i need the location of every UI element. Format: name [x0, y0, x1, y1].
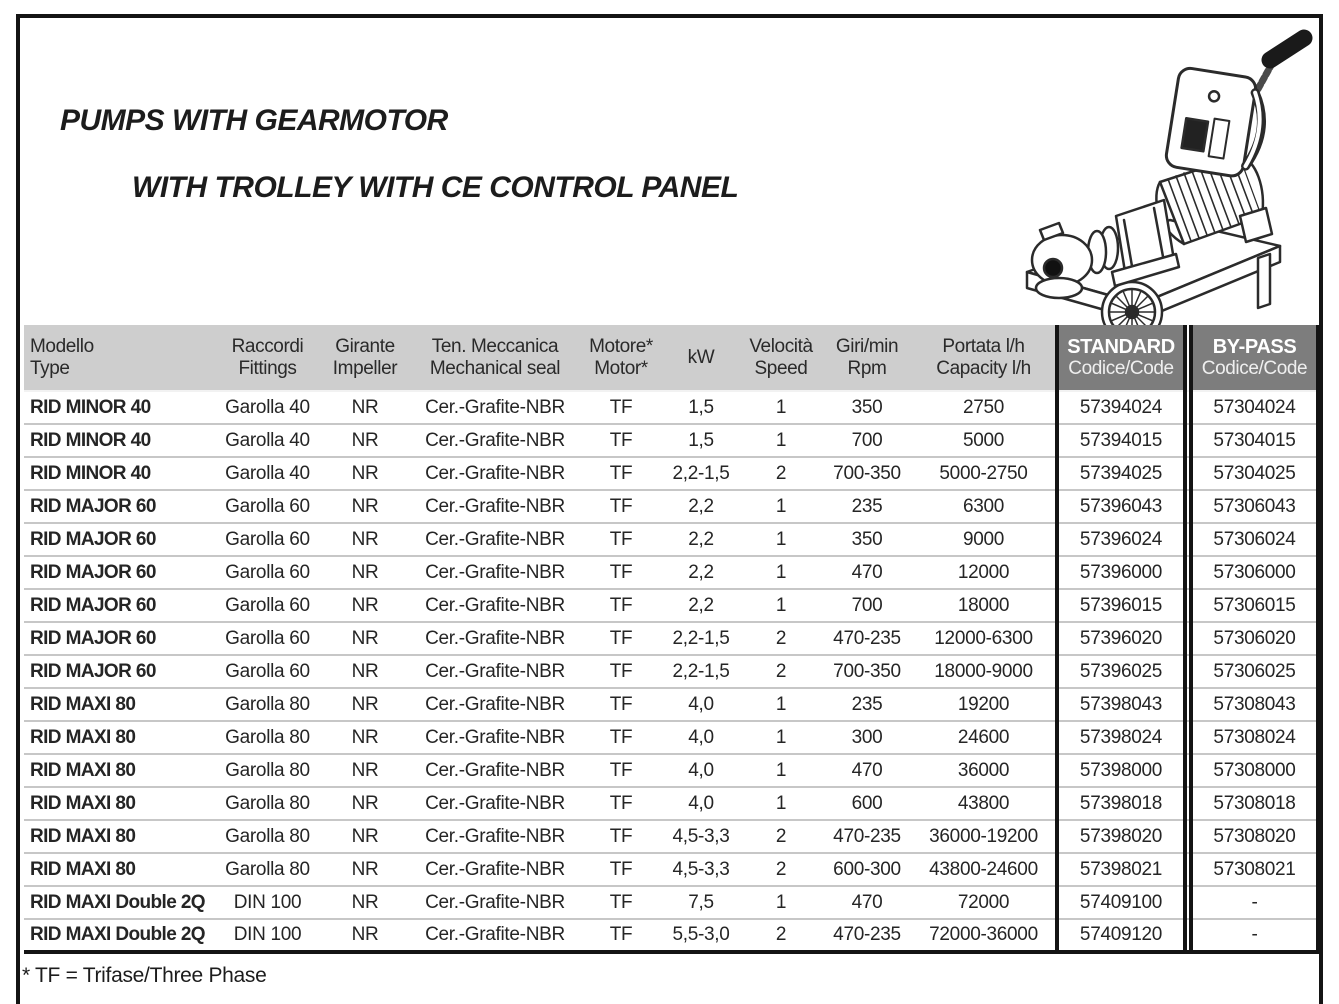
cell-motor: TF	[580, 424, 662, 457]
table-row	[24, 424, 1318, 457]
pump-head	[1032, 223, 1092, 298]
cell-bypass-code: -	[1191, 919, 1318, 952]
cell-bypass-code: 57304015	[1191, 424, 1318, 457]
cell-mechanical-seal: Cer.-Grafite-NBR	[410, 589, 580, 622]
cell-mechanical-seal: Cer.-Grafite-NBR	[410, 622, 580, 655]
cell-bypass-code: 57306024	[1191, 523, 1318, 556]
cell-mechanical-seal: Cer.-Grafite-NBR	[410, 820, 580, 853]
cell-model: RID MAJOR 60	[24, 589, 215, 622]
cell-fittings: Garolla 80	[215, 754, 320, 787]
cell-rpm: 700-350	[822, 655, 912, 688]
cell-model: RID MAJOR 60	[24, 490, 215, 523]
cell-rpm: 470-235	[822, 820, 912, 853]
cell-model: RID MAJOR 60	[24, 523, 215, 556]
cell-bypass-code: 57304024	[1191, 391, 1318, 424]
col-header-impeller: Girante Impeller	[320, 325, 410, 391]
table-body	[24, 391, 1318, 952]
cell-impeller: NR	[320, 655, 410, 688]
cell-mechanical-seal: Cer.-Grafite-NBR	[410, 754, 580, 787]
cell-fittings: Garolla 80	[215, 688, 320, 721]
table-row	[24, 919, 1318, 952]
cell-speed: 1	[740, 490, 822, 523]
cell-motor: TF	[580, 391, 662, 424]
cell-speed: 2	[740, 853, 822, 886]
cell-bypass-code: -	[1191, 886, 1318, 919]
cell-standard-code: 57409120	[1057, 919, 1185, 952]
cell-rpm: 350	[822, 523, 912, 556]
cell-standard-code: 57396025	[1057, 655, 1185, 688]
cell-standard-code: 57398024	[1057, 721, 1185, 754]
cell-rpm: 700	[822, 424, 912, 457]
cell-capacity: 9000	[912, 523, 1057, 556]
cell-capacity: 43800	[912, 787, 1057, 820]
pump-spec-table	[24, 325, 1320, 954]
handle-grip	[1270, 38, 1304, 60]
cell-impeller: NR	[320, 556, 410, 589]
cell-impeller: NR	[320, 457, 410, 490]
cell-fittings: Garolla 60	[215, 490, 320, 523]
cell-motor: TF	[580, 457, 662, 490]
cell-capacity: 36000	[912, 754, 1057, 787]
cell-mechanical-seal: Cer.-Grafite-NBR	[410, 391, 580, 424]
cell-capacity: 6300	[912, 490, 1057, 523]
cell-impeller: NR	[320, 919, 410, 952]
col-header-model: Modello Type	[24, 325, 215, 391]
cell-impeller: NR	[320, 754, 410, 787]
cell-rpm: 470-235	[822, 919, 912, 952]
cell-motor: TF	[580, 787, 662, 820]
cell-impeller: NR	[320, 688, 410, 721]
col-header-motor: Motore* Motor*	[580, 325, 662, 391]
cell-speed: 1	[740, 787, 822, 820]
trolley-leg	[1258, 254, 1270, 308]
cell-motor: TF	[580, 622, 662, 655]
col-header-bypass-code: BY-PASS Codice/Code	[1191, 325, 1318, 391]
cell-speed: 1	[740, 754, 822, 787]
cell-impeller: NR	[320, 424, 410, 457]
cell-kw: 4,0	[662, 787, 740, 820]
cell-rpm: 600-300	[822, 853, 912, 886]
cell-rpm: 700-350	[822, 457, 912, 490]
cell-kw: 2,2	[662, 589, 740, 622]
cell-fittings: Garolla 60	[215, 556, 320, 589]
cell-fittings: Garolla 40	[215, 457, 320, 490]
cell-fittings: Garolla 40	[215, 424, 320, 457]
col-header-standard-code: STANDARD Codice/Code	[1057, 325, 1185, 391]
cell-standard-code: 57398020	[1057, 820, 1185, 853]
cell-speed: 1	[740, 688, 822, 721]
cell-kw: 4,0	[662, 754, 740, 787]
cell-capacity: 19200	[912, 688, 1057, 721]
cell-model: RID MAXI 80	[24, 754, 215, 787]
cell-motor: TF	[580, 853, 662, 886]
cell-mechanical-seal: Cer.-Grafite-NBR	[410, 457, 580, 490]
cell-speed: 2	[740, 457, 822, 490]
cell-rpm: 470-235	[822, 622, 912, 655]
cell-speed: 2	[740, 919, 822, 952]
cell-bypass-code: 57308020	[1191, 820, 1318, 853]
cell-bypass-code: 57308021	[1191, 853, 1318, 886]
cell-standard-code: 57394025	[1057, 457, 1185, 490]
table-row	[24, 622, 1318, 655]
cell-motor: TF	[580, 688, 662, 721]
cell-rpm: 700	[822, 589, 912, 622]
cell-model: RID MINOR 40	[24, 391, 215, 424]
cell-speed: 2	[740, 655, 822, 688]
cell-model: RID MAJOR 60	[24, 622, 215, 655]
cell-kw: 2,2	[662, 490, 740, 523]
cell-impeller: NR	[320, 886, 410, 919]
cell-model: RID MAXI 80	[24, 787, 215, 820]
cell-standard-code: 57396015	[1057, 589, 1185, 622]
col-header-rpm: Giri/min Rpm	[822, 325, 912, 391]
cell-impeller: NR	[320, 820, 410, 853]
cell-fittings: Garolla 60	[215, 589, 320, 622]
table-row	[24, 490, 1318, 523]
cell-impeller: NR	[320, 622, 410, 655]
cell-mechanical-seal: Cer.-Grafite-NBR	[410, 688, 580, 721]
table-row	[24, 886, 1318, 919]
cell-motor: TF	[580, 754, 662, 787]
table-row	[24, 820, 1318, 853]
cell-mechanical-seal: Cer.-Grafite-NBR	[410, 490, 580, 523]
cell-standard-code: 57398018	[1057, 787, 1185, 820]
cell-rpm: 235	[822, 490, 912, 523]
cell-fittings: Garolla 60	[215, 622, 320, 655]
cell-model: RID MAXI 80	[24, 688, 215, 721]
cell-impeller: NR	[320, 490, 410, 523]
cell-motor: TF	[580, 490, 662, 523]
cell-speed: 2	[740, 622, 822, 655]
cell-kw: 5,5-3,0	[662, 919, 740, 952]
cell-speed: 1	[740, 886, 822, 919]
cell-standard-code: 57398043	[1057, 688, 1185, 721]
cell-bypass-code: 57306043	[1191, 490, 1318, 523]
cell-standard-code: 57396000	[1057, 556, 1185, 589]
cell-speed: 1	[740, 556, 822, 589]
cell-standard-code: 57396020	[1057, 622, 1185, 655]
cell-kw: 4,0	[662, 688, 740, 721]
cell-bypass-code: 57306000	[1191, 556, 1318, 589]
table-row	[24, 655, 1318, 688]
title-block	[60, 104, 738, 205]
table-row	[24, 787, 1318, 820]
cell-capacity: 24600	[912, 721, 1057, 754]
cell-mechanical-seal: Cer.-Grafite-NBR	[410, 919, 580, 952]
coupling	[1088, 227, 1118, 273]
cell-kw: 4,0	[662, 721, 740, 754]
cell-kw: 1,5	[662, 391, 740, 424]
cell-standard-code: 57394015	[1057, 424, 1185, 457]
cell-kw: 2,2-1,5	[662, 655, 740, 688]
cell-standard-code: 57396024	[1057, 523, 1185, 556]
cell-model: RID MAXI 80	[24, 853, 215, 886]
cell-impeller: NR	[320, 853, 410, 886]
cell-model: RID MINOR 40	[24, 424, 215, 457]
cell-mechanical-seal: Cer.-Grafite-NBR	[410, 886, 580, 919]
cell-rpm: 300	[822, 721, 912, 754]
table-row	[24, 556, 1318, 589]
cell-fittings: Garolla 80	[215, 853, 320, 886]
cell-impeller: NR	[320, 523, 410, 556]
pump-trolley-illustration	[1012, 20, 1324, 326]
cell-capacity: 43800-24600	[912, 853, 1057, 886]
cell-speed: 1	[740, 523, 822, 556]
cell-speed: 1	[740, 589, 822, 622]
cell-capacity: 18000	[912, 589, 1057, 622]
cell-kw: 4,5-3,3	[662, 853, 740, 886]
cell-mechanical-seal: Cer.-Grafite-NBR	[410, 721, 580, 754]
cell-capacity: 5000-2750	[912, 457, 1057, 490]
cell-speed: 1	[740, 721, 822, 754]
cell-bypass-code: 57308043	[1191, 688, 1318, 721]
header-row	[24, 325, 1318, 391]
cell-mechanical-seal: Cer.-Grafite-NBR	[410, 655, 580, 688]
cell-impeller: NR	[320, 589, 410, 622]
cell-bypass-code: 57304025	[1191, 457, 1318, 490]
cell-motor: TF	[580, 886, 662, 919]
cell-impeller: NR	[320, 721, 410, 754]
cell-mechanical-seal: Cer.-Grafite-NBR	[410, 787, 580, 820]
cell-fittings: Garolla 40	[215, 391, 320, 424]
cell-standard-code: 57396043	[1057, 490, 1185, 523]
page-subtitle: WITH TROLLEY WITH CE CONTROL PANEL	[132, 171, 739, 204]
cell-kw: 2,2	[662, 523, 740, 556]
cell-model: RID MAXI 80	[24, 820, 215, 853]
page-title: PUMPS WITH GEARMOTOR	[60, 104, 448, 137]
cell-capacity: 72000-36000	[912, 919, 1057, 952]
cell-bypass-code: 57308018	[1191, 787, 1318, 820]
cell-fittings: DIN 100	[215, 919, 320, 952]
table-row	[24, 754, 1318, 787]
cell-kw: 2,2-1,5	[662, 457, 740, 490]
cell-motor: TF	[580, 919, 662, 952]
cell-kw: 1,5	[662, 424, 740, 457]
table-row	[24, 523, 1318, 556]
cell-rpm: 350	[822, 391, 912, 424]
cell-model: RID MINOR 40	[24, 457, 215, 490]
cell-speed: 1	[740, 391, 822, 424]
cell-bypass-code: 57306015	[1191, 589, 1318, 622]
cell-speed: 2	[740, 820, 822, 853]
cell-mechanical-seal: Cer.-Grafite-NBR	[410, 853, 580, 886]
cell-bypass-code: 57308024	[1191, 721, 1318, 754]
col-header-capacity: Portata l/h Capacity l/h	[912, 325, 1057, 391]
cell-bypass-code: 57308000	[1191, 754, 1318, 787]
cell-kw: 7,5	[662, 886, 740, 919]
cell-capacity: 18000-9000	[912, 655, 1057, 688]
cell-capacity: 72000	[912, 886, 1057, 919]
cell-motor: TF	[580, 820, 662, 853]
cell-fittings: Garolla 60	[215, 655, 320, 688]
cell-standard-code: 57394024	[1057, 391, 1185, 424]
cell-capacity: 12000	[912, 556, 1057, 589]
cell-fittings: Garolla 60	[215, 523, 320, 556]
table-row	[24, 721, 1318, 754]
cell-rpm: 235	[822, 688, 912, 721]
cell-motor: TF	[580, 523, 662, 556]
cell-rpm: 470	[822, 886, 912, 919]
col-header-kw: kW	[662, 325, 740, 391]
cell-impeller: NR	[320, 787, 410, 820]
cell-rpm: 470	[822, 556, 912, 589]
cell-capacity: 36000-19200	[912, 820, 1057, 853]
col-header-speed: Velocità Speed	[740, 325, 822, 391]
cell-fittings: Garolla 80	[215, 820, 320, 853]
cell-model: RID MAJOR 60	[24, 556, 215, 589]
cell-standard-code: 57409100	[1057, 886, 1185, 919]
cell-capacity: 2750	[912, 391, 1057, 424]
cell-motor: TF	[580, 589, 662, 622]
cell-capacity: 12000-6300	[912, 622, 1057, 655]
cell-bypass-code: 57306025	[1191, 655, 1318, 688]
cell-kw: 2,2	[662, 556, 740, 589]
cell-model: RID MAXI Double 2Q	[24, 919, 215, 952]
cell-rpm: 470	[822, 754, 912, 787]
cell-fittings: Garolla 80	[215, 721, 320, 754]
cell-speed: 1	[740, 424, 822, 457]
table-row	[24, 457, 1318, 490]
cell-motor: TF	[580, 721, 662, 754]
cell-capacity: 5000	[912, 424, 1057, 457]
table-row	[24, 688, 1318, 721]
cell-mechanical-seal: Cer.-Grafite-NBR	[410, 556, 580, 589]
control-panel	[1165, 67, 1269, 180]
table-row	[24, 853, 1318, 886]
table-row	[24, 391, 1318, 424]
cell-standard-code: 57398021	[1057, 853, 1185, 886]
cell-model: RID MAXI Double 2Q	[24, 886, 215, 919]
cell-kw: 2,2-1,5	[662, 622, 740, 655]
cell-fittings: DIN 100	[215, 886, 320, 919]
cell-motor: TF	[580, 655, 662, 688]
cell-mechanical-seal: Cer.-Grafite-NBR	[410, 523, 580, 556]
cell-model: RID MAJOR 60	[24, 655, 215, 688]
cell-rpm: 600	[822, 787, 912, 820]
cell-kw: 4,5-3,3	[662, 820, 740, 853]
cell-fittings: Garolla 80	[215, 787, 320, 820]
table-row	[24, 589, 1318, 622]
col-header-mechanical-seal: Ten. Meccanica Mechanical seal	[410, 325, 580, 391]
cell-bypass-code: 57306020	[1191, 622, 1318, 655]
footnote: * TF = Trifase/Three Phase	[22, 964, 267, 987]
cell-standard-code: 57398000	[1057, 754, 1185, 787]
cell-impeller: NR	[320, 391, 410, 424]
cell-model: RID MAXI 80	[24, 721, 215, 754]
col-header-fittings: Raccordi Fittings	[215, 325, 320, 391]
cell-motor: TF	[580, 556, 662, 589]
cell-mechanical-seal: Cer.-Grafite-NBR	[410, 424, 580, 457]
